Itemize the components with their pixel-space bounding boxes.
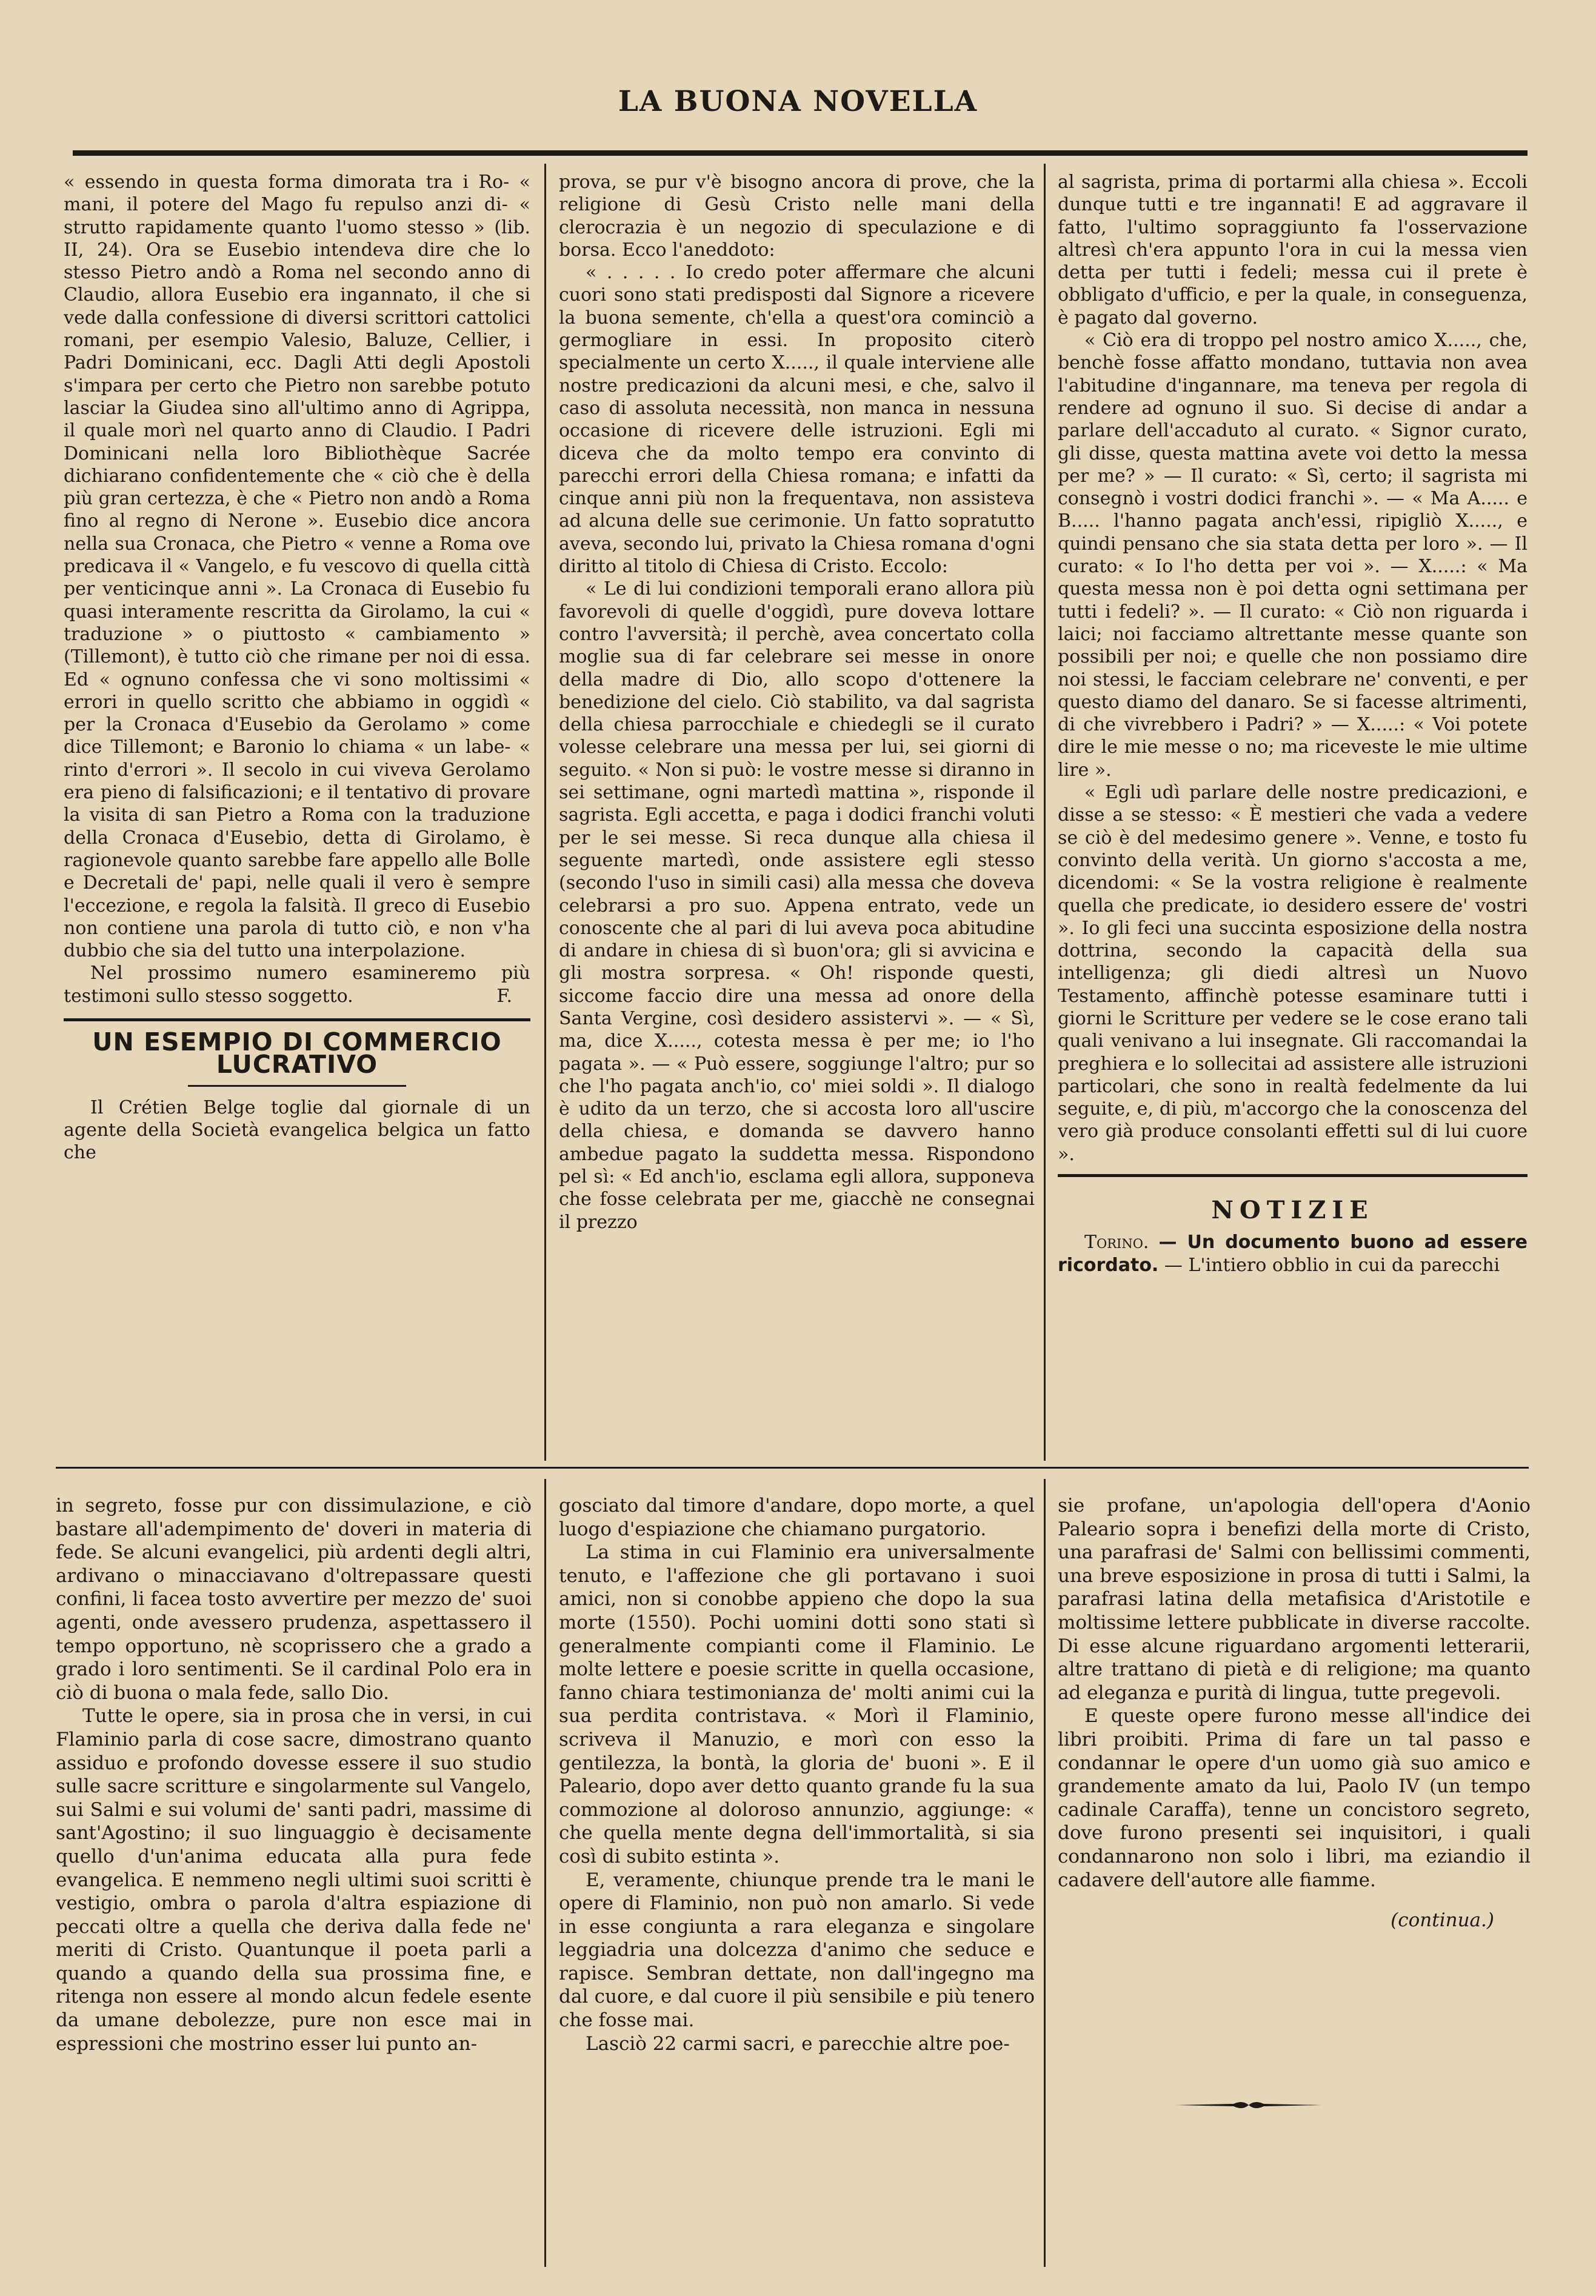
paragraph: in segreto, fosse pur con dissimulazione, e ciò bastare all'adempimento de' doveri in materia di fede. Se alcuni evangelici, più ardenti degli altri, ardivano o minacciavano d'oltrepassare questi confini, li facea tosto avvertire per mezzo de' suoi agenti, onde avessero prudenza, aspettassero il tempo opportuno, nè scoprissero che a grado a grado i loro sentimenti. Se il cardinal Polo era in ciò di buona o mala fede, sallo Dio. <box>56 1495 532 1704</box>
lower-column-2 <box>559 1494 1035 2282</box>
column-rule <box>1044 1479 1046 2267</box>
paragraph: al sagrista, prima di portarmi alla chiesa ». Eccoli dunque tutti e tre ingannati! E ad aggravare il fatto, l'ultimo sopraggiunto fa l'osservazione altresì ch'era appunto l'ora in cui la messa vien detta per tutti i fedeli; messa cui il prete è obbligato d'ufficio, e per la quale, in conseguenza, è pagato dal governo. <box>1058 172 1528 329</box>
paragraph: « Ciò era di troppo pel nostro amico X....., che, benchè fosse affatto mondano, tuttavia non avea l'abitudine d'ingannare, ma teneva per regola di rendere ad ognuno il suo. Si decise di andar a parlare dell'accaduto al curato. « Signor curato, gli disse, questa mattina avete voi detto la messa per me? » — Il curato: « Sì, certo; il sagrista mi consegnò i vostri dodici franchi ». — « Ma A..... e B..... l'hanno pagata anch'essi, ripigliò X....., e quindi pensano che sia stata detta per loro ». — Il curato: « Io l'ho detta per voi ». — X.....: « Ma questa messa non è poi detta ogni settimana per tutti i fedeli? ». — Il curato: « Ciò non riguarda i laici; noi facciamo altrettante messe quante son possibili per noi; e quelle che non possiamo dire noi stessi, le facciam celebrare ne' conventi, e per questo diamo del danaro. Se si facesse altrimenti, di che vivrebbero i Padri? » — X.....: « Voi potete dire le mie messe o no; ma riceveste le mie ultime lire ». <box>1058 330 1528 781</box>
upper-column-1 <box>64 171 530 1462</box>
column-rule <box>544 164 546 1461</box>
notizie-title: NOTIZIE <box>1058 1174 1528 1221</box>
continua-label: (continua.) <box>1391 1909 1494 1932</box>
column-rule <box>1044 164 1046 1461</box>
paragraph: E queste opere furono messe all'indice dei libri proibiti. Prima di fare un tal passo e condannar le opere d'un uomo già suo amico e grandemente amato da lui, Paolo IV (un tempo cadinale Caraffa), tenne un concistoro segreto, dove furono presenti sei inquisitori, i quali condannarono non solo i libri, ma eziandio il cadavere dell'autore alle fiamme. <box>1058 1705 1531 1891</box>
place-name: Torino. <box>1084 1232 1149 1253</box>
title-rule <box>188 1085 406 1087</box>
lower-column-3 <box>1058 1494 1531 2100</box>
paragraph: Tutte le opere, sia in prosa che in versi, in cui Flaminio parla di cose sacre, dimostrano quanto assiduo e profondo dovesse essere il suo studio sulle sacre scritture e singolarmente sul Vangelo, sui Salmi e sui volumi de' santi padri, massime di sant'Agostino; il suo linguaggio è decisamente quello d'un'anima educata alla pura fede evangelica. E nemmeno negli ultimi suoi scritti è vestigio, ombra o parola d'altra espiazione di peccati oltre a quella che deriva dalla fede ne' meriti di Cristo. Quantunque il poeta parli a quando a quando della sua prossima fine, e ritenga non essere al mondo alcun fedele esente da umane debolezze, pure non esce mai in espressioni che mostrino esser lui punto an- <box>56 1705 532 2055</box>
signature: F. <box>496 985 512 1007</box>
paragraph: « Le di lui condizioni temporali erano allora più favorevoli di quelle d'oggidì, pure doveva lottare contro l'avversità; il perchè, avea concertato colla moglie sua di far celebrare sei messe in onore della madre di Dio, allo scopo d'ottenere la benedizione del cielo. Ciò stabilito, va dal sagrista della chiesa parrocchiale e chiedegli se il curato volesse celebrare una messa per lui, sei giorni di seguito. « Non si può: le vostre messe si diranno in sei settimane, ogni martedì mattina », risponde il sagrista. Egli accetta, e paga i dodici franchi voluti per le sei messe. Si reca dunque alla chiesa il seguente martedì, onde assistere egli stesso (secondo l'uso in simili casi) alla messa che doveva celebrarsi a pro suo. Appena entrato, vede un conoscente che al pari di lui aveva poca abitudine di andare in chiesa di sì buon'ora; gli si avvicina e gli mostra sorpresa. « Oh! risponde questi, siccome faccio dire una messa ad onore della Santa Vergine, così desidero assistervi ». — « Sì, ma, dice X....., cotesta messa è per me; io l'ho pagata ». — « Può essere, soggiunge l'altro; pur so che l'ho pagata anch'io, co' miei soldi ». Il dialogo è udito da un terzo, che si accosta loro all'uscire della chiesa, e domanda se davvero hanno ambedue pagato la suddetta messa. Rispondono pel sì: « Ed anch'io, esclama egli allora, supponeva che fosse celebrata per me, giacchè ne consegnai il prezzo <box>559 578 1035 1233</box>
upper-column-2 <box>559 171 1035 1462</box>
notizie-paragraph: Torino. — Un documento buono ad essere ricordato. — L'intiero obblio in cui da parecchi <box>1058 1232 1528 1276</box>
article-intro: Il Crétien Belge toglie dal giornale di un agente della Società evangelica belgica un fatto che <box>64 1096 530 1164</box>
paragraph: « Egli udì parlare delle nostre predicazioni, e disse a se stesso: « È mestieri che vada a vedere se ciò è del medesimo genere ». Venne, e tosto fu convinto della verità. Un giorno s'accosta a me, dicendomi: « Se la vostra religione è realmente quella che predicate, io desidero essere de' vostri ». Io gli feci una succinta esposizione della nostra dottrina, secondo la capacità della sua intelligenza; gli diedi altresì un Nuovo Testamento, affinchè potesse esaminare tutti i giorni le Scritture per vedere se le cose erano tali quali venivano a lui insegnate. Gli raccomandai la preghiera e lo sollecitai ad assistere alle istruzioni particolari, che sono in realtà fedelmente da lui seguite, e, di più, m'accorgo che la conoscenza del vero già produce consolanti effetti sul di lui cuore ». <box>1058 782 1528 1165</box>
article-title: UN ESEMPIO DI COMMERCIO LUCRATIVO <box>64 1018 530 1076</box>
fold-rule <box>56 1467 1529 1469</box>
paragraph: « . . . . . Io credo poter affermare che alcuni cuori sono stati predisposti dal Signore a ricevere la buona semente, ch'ella a quest'ora cominciò a germogliare in essi. In proposito citerò specialmente un certo X....., il quale interviene alle nostre predicazioni da alcuni mesi, e che, salvo il caso di assoluta necessità, non manca in nessuna occasione di ricevere delle istruzioni. Egli mi diceva che da molto tempo era convinto di parecchi errori della Chiesa romana; e infatti da cinque anni più non la frequentava, non assisteva ad alcuna delle sue cerimonie. Un fatto sopratutto aveva, secondo lui, privato la Chiesa romana d'ogni diritto al titolo di Chiesa di Cristo. Eccolo: <box>559 262 1035 578</box>
notizie-headline: — Un documento buono ad essere ricordato. <box>1058 1232 1528 1276</box>
masthead-rule <box>73 150 1528 156</box>
column-rule <box>544 1479 546 2267</box>
masthead-title: LA BUONA NOVELLA <box>618 85 978 118</box>
paragraph: gosciato dal timore d'andare, dopo morte, a quel luogo d'espiazione che chiamano purgatorio. <box>559 1495 1035 1540</box>
paragraph: Nel prossimo numero esamineremo più testimoni sullo stesso soggetto. F. <box>64 963 530 1007</box>
paragraph: E, veramente, chiunque prende tra le mani le opere di Flaminio, non può non amarlo. Si vede in esse congiunta a rara eleganza e singolare leggiadria una dolcezza d'animo che seduce e rapisce. Sembran dettate, non dall'ingegno ma dal cuore, e dal cuore il più sensibile e più tenero che fosse mai. <box>559 1869 1035 2032</box>
lower-column-1 <box>56 1494 532 2282</box>
paragraph: La stima in cui Flaminio era universalmente tenuto, e l'affezione che gli portavano i suoi amici, non si conobbe appieno che dopo la sua morte (1550). Pochi uomini dotti sono stati sì generalmente compianti come il Flaminio. Le molte lettere e poesie scritte in quella occasione, fanno chiara testimonianza de' molti animi cui la sua perdita contristava. « Morì il Flaminio, scriveva il Manuzio, e morì con esso la gentilezza, la bontà, la gloria de' buoni ». E il Paleario, dopo aver detto quanto grande fu la sua commozione al doloroso annunzio, aggiunge: « che quella mente degna dell'immortalità, si sia così di subito estinta ». <box>559 1541 1035 1867</box>
ornament-divider <box>1176 2097 1321 2113</box>
upper-column-3 <box>1058 171 1528 1462</box>
paragraph: sie profane, un'apologia dell'opera d'Aonio Paleario sopra i benefizi della morte di Cristo, una parafrasi de' Salmi con bellissimi commenti, una breve esposizione in prosa di tutti i Salmi, la parafrasi latina della metafisica d'Aristotile e moltissime lettere pubblicate in diverse raccolte. Di esse alcune riguardano argomenti letterarii, altre trattano di pietà e di religione; ma quanto ad eleganza e purità di lingua, tutte pregevoli. <box>1058 1495 1531 1704</box>
paragraph: Lasciò 22 carmi sacri, e parecchie altre poe- <box>586 2032 1010 2055</box>
paragraph: « essendo in questa forma dimorata tra i Ro- « mani, il potere del Mago fu repulso anzi di- « strutto rapidamente quanto l'uomo stesso » (lib. II, 24). Ora se Eusebio intendeva dire che lo stesso Pietro andò a Roma nel secondo anno di Claudio, allora Eusebio era ingannato, il che si vede dalla confessione di diversi scrittori cattolici romani, per esempio Valesio, Baluze, Cellier, i Padri Dominicani, ecc. Dagli Atti degli Apostoli s'impara per certo che Pietro non sarebbe potuto lasciar la Giudea sino all'ultimo anno di Agrippa, il quale morì nel quarto anno di Claudio. I Padri Dominicani nella loro Bibliothèque Sacrée dichiarano confidentemente che « ciò che è della più gran certezza, è che « Pietro non andò a Roma fino al regno di Nerone ». Eusebio dice ancora nella sua Cronaca, che Pietro « venne a Roma ove predicava il « Vangelo, e fu vescovo di quella città per venticinque anni ». La Cronaca di Eusebio fu quasi interamente rescritta da Girolamo, la cui « traduzione » o piuttosto « cambiamento » (Tillemont), è tutto ciò che rimane per noi di essa. Ed « ognuno confessa che vi sono moltissimi « errori in quello scritto che abbiamo in oggidì « per la Cronaca d'Eusebio da Gerolamo » come dice Tillemont; e Baronio lo chiama « un labe- « rinto d'errori ». Il secolo in cui viveva Gerolamo era pieno di falsificazioni; e il tentativo di provare la visita di san Pietro a Roma con la traduzione della Cronaca d'Eusebio, detta di Girolamo, è ragionevole quanto sarebbe fare appello alle Bolle e Decretali de' papi, nelle quali il vero è sempre l'eccezione, e regola la falsità. Il greco di Eusebio non contiene una parola di tutto ciò, e non v'ha dubbio che sia del tutto una interpolazione. <box>64 172 530 962</box>
paragraph: prova, se pur v'è bisogno ancora di prove, che la religione di Gesù Cristo nelle mani della clerocrazia è un negozio di speculazione e di borsa. Ecco l'aneddoto: <box>559 172 1035 261</box>
